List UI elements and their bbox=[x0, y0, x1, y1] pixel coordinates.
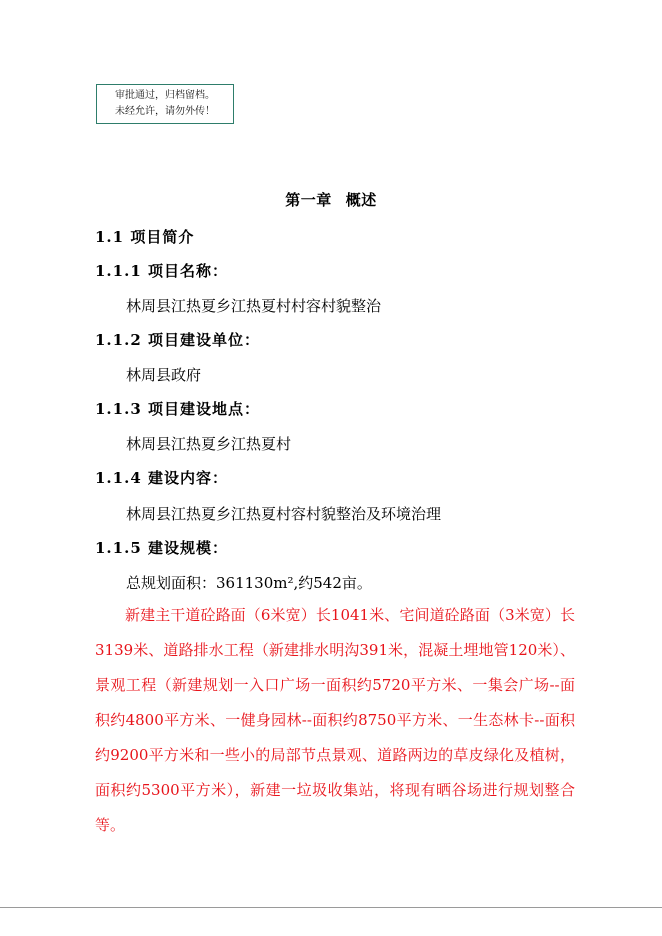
item-content-construction-site: 林周县江热夏乡江热夏村 bbox=[126, 435, 292, 453]
stamp-line-1: 审批通过，归档留档。 bbox=[115, 90, 215, 101]
item-heading-construction-unit: 1.1.2 项目建设单位： bbox=[95, 331, 260, 349]
page-bottom-divider bbox=[0, 907, 662, 908]
item-heading-construction-scale: 1.1.5 建设规模： bbox=[95, 539, 228, 557]
item-heading-construction-site: 1.1.3 项目建设地点： bbox=[95, 400, 260, 418]
item-content-construction-unit: 林周县政府 bbox=[126, 366, 202, 384]
approval-stamp bbox=[96, 84, 234, 124]
section-heading-1-1: 1.1 项目简介 bbox=[95, 228, 195, 246]
item-content-construction-content: 林周县江热夏乡江热夏村容村貌整治及环境治理 bbox=[126, 505, 442, 523]
item-heading-construction-content: 1.1.4 建设内容： bbox=[95, 469, 228, 487]
chapter-label: 第一章 bbox=[285, 191, 332, 209]
item-heading-project-name: 1.1.1 项目名称： bbox=[95, 262, 228, 280]
item-content-project-name: 林周县江热夏乡江热夏村村容村貌整治 bbox=[126, 297, 382, 315]
chapter-title bbox=[0, 189, 662, 210]
stamp-line-2: 未经允许，请勿外传！ bbox=[115, 106, 215, 117]
construction-scale-detail: 新建主干道砼路面（6米宽）长1041米、宅间道砼路面（3米宽）长3139米、道路排水工程（新建排水明沟391米，混凝土埋地管120米）、景观工程（新建规划一入口广场一面积约5720平方米、一集会广场--面积约4800平方米、一健身园林--面积约8750平方米、一生态林卡--面积约9200平方米和一些小的局部节点景观、道路两边的草皮绿化及植树，面积约5300平方米），新建一垃圾收集站，将现有晒谷场进行规划整合等。 bbox=[95, 606, 575, 834]
chapter-name: 概述 bbox=[345, 191, 377, 209]
item-content-total-area: 总规划面积：361130m²,约542亩。 bbox=[126, 574, 372, 592]
